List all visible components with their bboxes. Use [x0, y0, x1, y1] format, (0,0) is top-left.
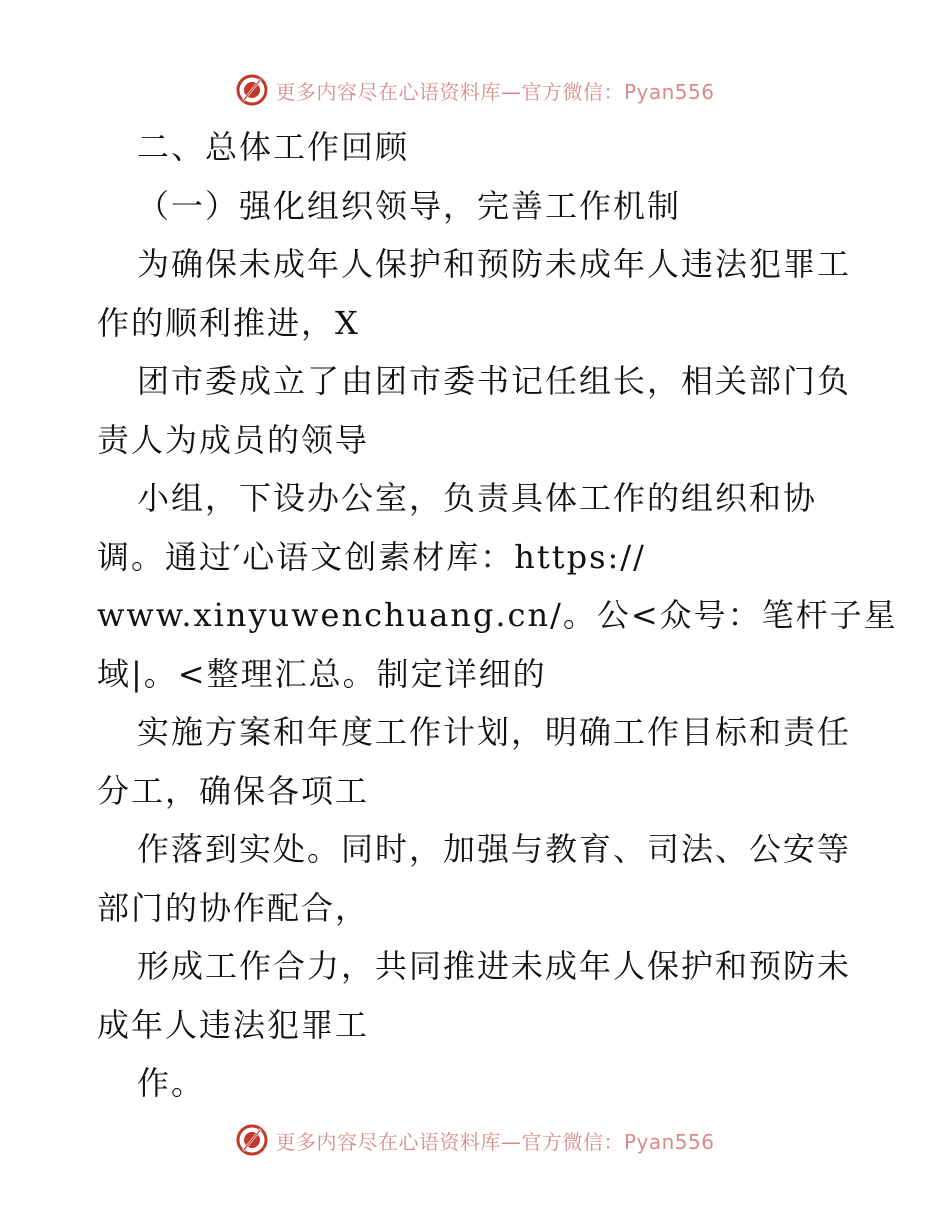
paragraph-line: 责人为成员的领导 [97, 420, 370, 459]
quill-pen-seal-icon [235, 1123, 269, 1157]
paragraph-line: 分工，确保各项工 [97, 771, 370, 810]
header-watermark-banner [0, 70, 950, 110]
footer-watermark-text: 更多内容尽在心语资料库—官方微信：Pyan556 [275, 1129, 715, 1154]
paragraph-line: 部门的协作配合， [97, 888, 370, 927]
paragraph-line: 作。 [137, 1064, 206, 1102]
document-body [97, 118, 898, 1113]
footer-watermark-banner [0, 1120, 950, 1160]
paragraph-line: 成年人违法犯罪工 [97, 1005, 370, 1044]
paragraph-line: www.xinyuwenchuang.cn/。公<众号：笔杆子星 [97, 596, 898, 634]
paragraph-line: 作落到实处。同时，加强与教育、司法、公安等 [137, 830, 852, 868]
paragraph-line: 形成工作合力，共同推进未成年人保护和预防未 [137, 947, 852, 985]
paragraph-line: 实施方案和年度工作计划，明确工作目标和责任 [137, 713, 852, 751]
section-heading: 二、总体工作回顾 [137, 128, 410, 166]
paragraph-line: 团市委成立了由团市委书记任组长，相关部门负 [137, 362, 852, 400]
quill-pen-seal-icon [235, 73, 269, 107]
paragraph-line: 域|。<整理汇总。制定详细的 [97, 654, 547, 693]
subsection-heading: （一）强化组织领导，完善工作机制 [137, 186, 682, 225]
header-watermark-text: 更多内容尽在心语资料库—官方微信：Pyan556 [275, 79, 715, 104]
paragraph-line: 小组，下设办公室，负责具体工作的组织和协 [137, 479, 818, 517]
paragraph-line: 为确保未成年人保护和预防未成年人违法犯罪工 [137, 245, 852, 283]
paragraph-line: 调。通过′心语文创素材库：https:// [97, 537, 646, 576]
paragraph-line: 作的顺利推进，X [97, 303, 360, 342]
